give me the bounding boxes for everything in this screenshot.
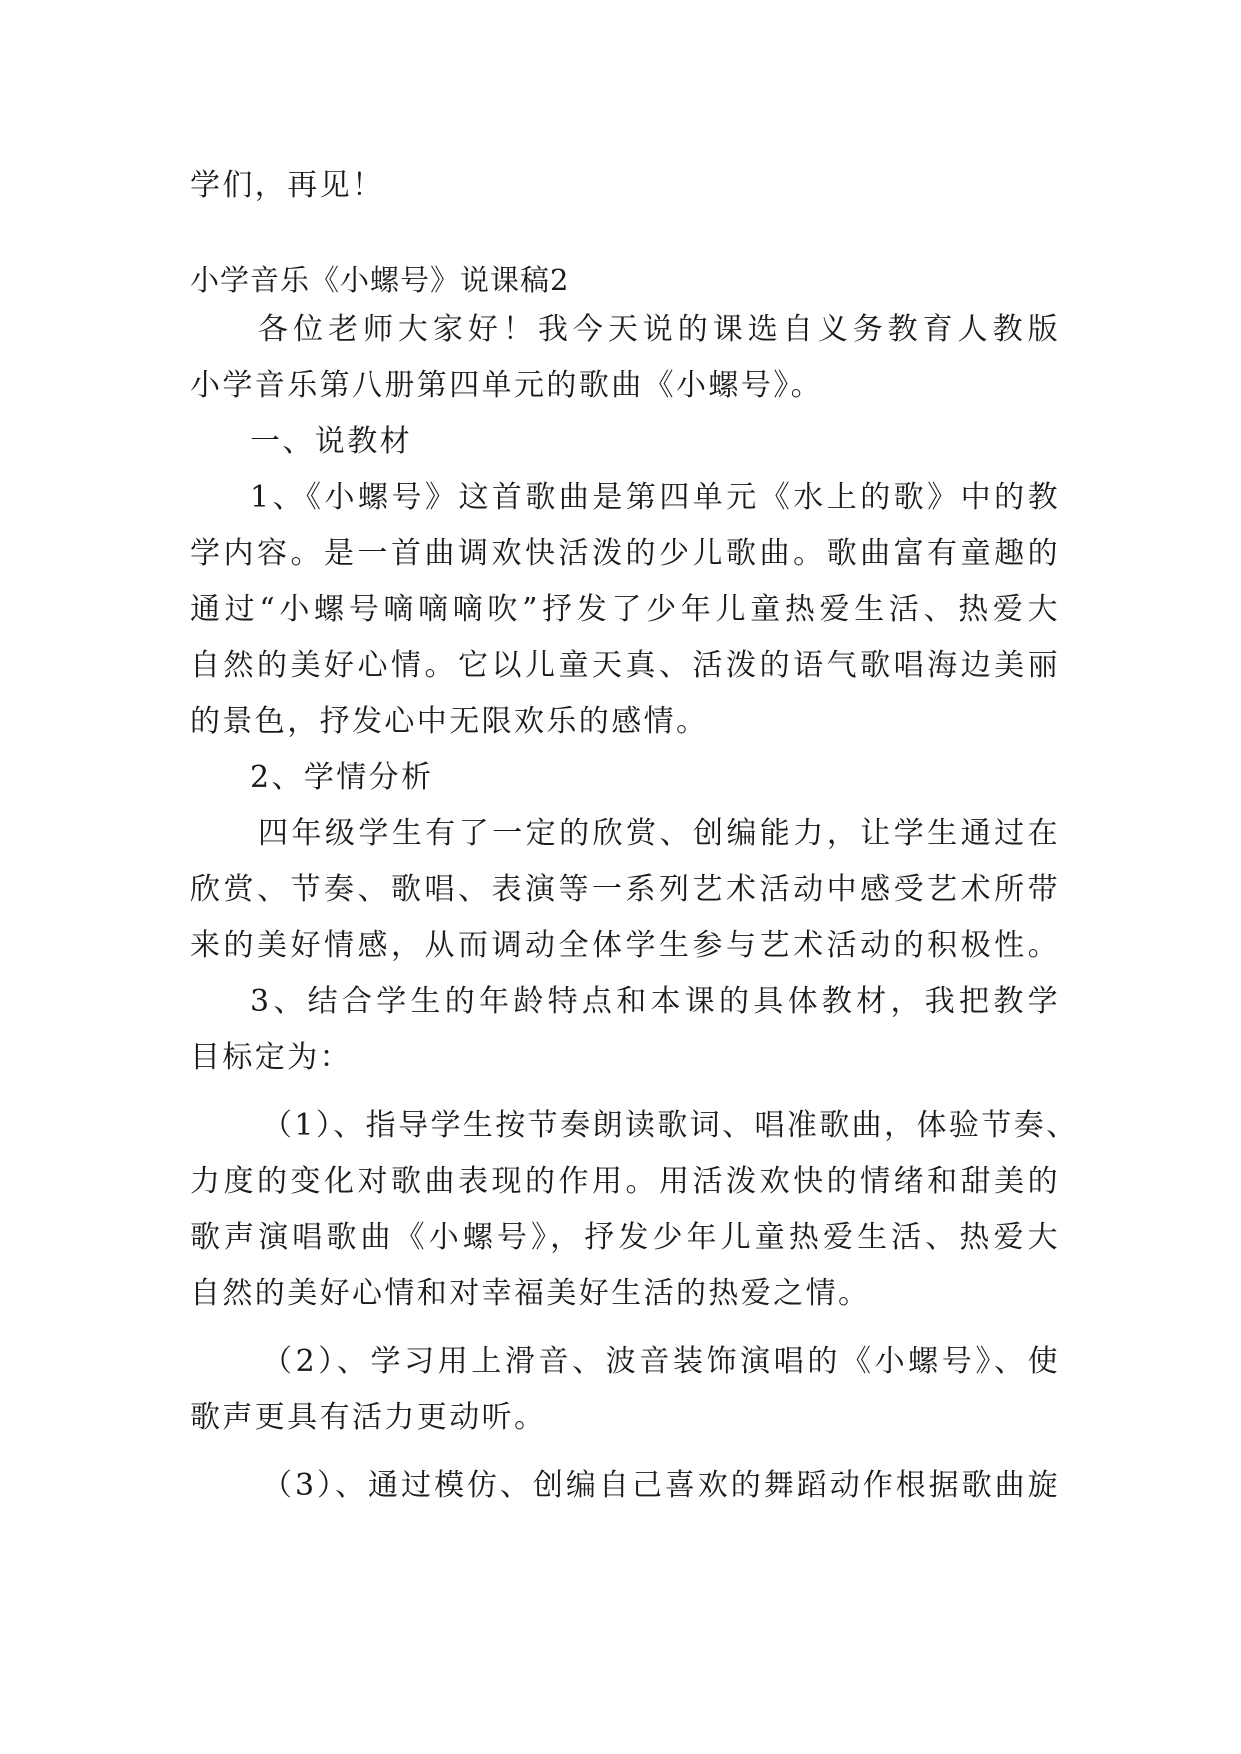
paragraph-line: 歌声更具有活力更动听。 bbox=[190, 1400, 547, 1435]
section-heading: 一、说教材 bbox=[250, 424, 412, 459]
paragraph-line: （1）、指导学生按节奏朗读歌词、唱准歌曲，体验节奏、 bbox=[262, 1108, 1079, 1143]
paragraph-line: 力度的变化对歌曲表现的作用。用活泼欢快的情绪和甜美的 bbox=[190, 1164, 1060, 1199]
previous-section-closing: 学们，再见！ bbox=[190, 168, 385, 203]
paragraph-line: （3）、通过模仿、创编自己喜欢的舞蹈动作根据歌曲旋 bbox=[262, 1468, 1060, 1503]
paragraph-line: 通过“小螺号嘀嘀嘀吹”抒发了少年儿童热爱生活、热爱大 bbox=[190, 592, 1060, 627]
paragraph-line: 来的美好情感，从而调动全体学生参与艺术活动的积极性。 bbox=[190, 928, 1060, 963]
paragraph-line: 的景色，抒发心中无限欢乐的感情。 bbox=[190, 704, 709, 739]
paragraph-line: 1、《小螺号》这首歌曲是第四单元《水上的歌》中的教 bbox=[250, 480, 1060, 515]
paragraph-line: 学内容。是一首曲调欢快活泼的少儿歌曲。歌曲富有童趣的 bbox=[190, 536, 1060, 571]
paragraph-line: 四年级学生有了一定的欣赏、创编能力，让学生通过在 bbox=[258, 816, 1060, 851]
paragraph-line: 自然的美好心情。它以儿童天真、活泼的语气歌唱海边美丽 bbox=[190, 648, 1060, 683]
paragraph-line: 3、结合学生的年龄特点和本课的具体教材，我把教学 bbox=[250, 984, 1060, 1019]
paragraph-line: 小学音乐第八册第四单元的歌曲《小螺号》。 bbox=[190, 368, 823, 403]
paragraph-line: 各位老师大家好！我今天说的课选自义务教育人教版 bbox=[258, 312, 1060, 347]
paragraph-line: 歌声演唱歌曲《小螺号》，抒发少年儿童热爱生活、热爱大 bbox=[190, 1220, 1060, 1255]
section-heading: 2、学情分析 bbox=[250, 760, 434, 795]
paragraph-line: 目标定为： bbox=[190, 1040, 352, 1075]
paragraph-line: （2）、学习用上滑音、波音装饰演唱的《小螺号》、使 bbox=[262, 1344, 1060, 1379]
section-title: 小学音乐《小螺号》说课稿2 bbox=[190, 263, 570, 297]
paragraph-line: 自然的美好心情和对幸福美好生活的热爱之情。 bbox=[190, 1276, 871, 1311]
paragraph-line: 欣赏、节奏、歌唱、表演等一系列艺术活动中感受艺术所带 bbox=[190, 872, 1060, 907]
